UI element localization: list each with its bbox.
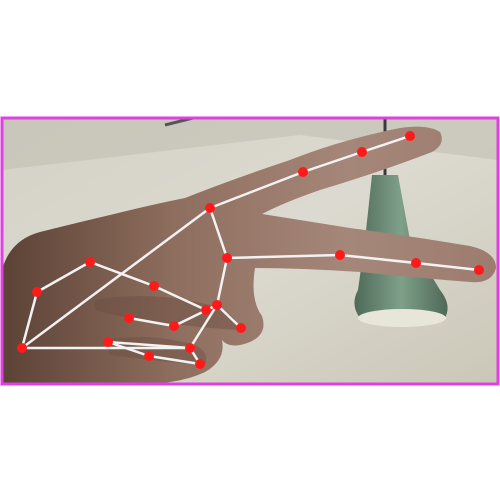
lamp-bulb-rim — [358, 309, 446, 327]
landmark-ring-pip — [169, 321, 179, 331]
landmark-wrist — [17, 343, 27, 353]
landmark-pinky-tip — [195, 359, 205, 369]
landmark-index-dip — [357, 147, 367, 157]
photo-content — [2, 115, 498, 384]
landmark-thumb-ip — [149, 281, 159, 291]
landmark-index-pip — [298, 167, 308, 177]
landmark-pinky-dip — [144, 351, 154, 361]
landmark-ring-dip — [124, 313, 134, 323]
landmark-pinky-mcp — [185, 343, 195, 353]
landmark-middle-pip — [335, 250, 345, 260]
landmark-thumb-mcp — [85, 257, 95, 267]
landmark-ring-mcp — [212, 300, 222, 310]
landmark-index-mcp — [205, 203, 215, 213]
landmark-pinky-pip — [103, 337, 113, 347]
landmark-thumb-cmc — [32, 287, 42, 297]
landmark-index-tip — [405, 131, 415, 141]
landmark-middle-mcp — [222, 253, 232, 263]
landmark-middle-tip — [474, 265, 484, 275]
landmark-middle-dip — [411, 258, 421, 268]
landmark-thumb-tip — [201, 305, 211, 315]
landmark-ring-tip — [236, 323, 246, 333]
